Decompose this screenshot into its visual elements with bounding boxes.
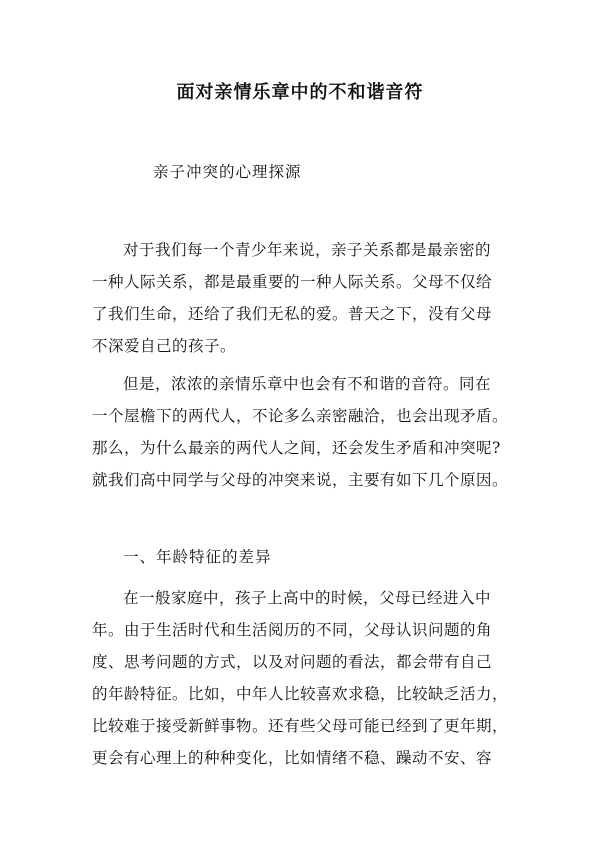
paragraph-1	[92, 234, 522, 362]
paragraph-1-line-4: 不深爱自己的孩子。	[92, 337, 237, 355]
paragraph-1-line-2: 一种人际关系，都是最重要的一种人际关系。父母不仅给	[92, 273, 493, 291]
paragraph-3-line-1: 在一般家庭中，孩子上高中的时候，父母已经进入中	[123, 589, 492, 607]
paragraph-1-line-3: 了我们生命，还给了我们无私的爱。普天之下，没有父母	[92, 305, 493, 323]
paragraph-3-line-4: 的年龄特征。比如，中年人比较喜欢求稳，比较缺乏活力，	[92, 685, 509, 703]
paragraph-2-line-4: 就我们高中同学与父母的冲突来说，主要有如下几个原因。	[92, 471, 509, 489]
document-title: 面对亲情乐章中的不和谐音符	[176, 82, 424, 103]
paragraph-3	[92, 582, 522, 774]
paragraph-3-line-2: 年。由于生活时代和生活阅历的不同，父母认识问题的角	[92, 621, 493, 639]
paragraph-2-line-3: 那么，为什么最亲的两代人之间，还会发生矛盾和冲突呢?	[92, 439, 501, 457]
paragraph-2-line-1: 但是，浓浓的亲情乐章中也会有不和谐的音符。同在	[123, 375, 492, 393]
document-subtitle: 亲子冲突的心理探源	[153, 163, 302, 181]
paragraph-3-line-3: 度、思考问题的方式，以及对问题的看法，都会带有自己	[92, 653, 493, 671]
paragraph-3-line-6: 更会有心理上的种种变化，比如情绪不稳、躁动不安、容	[92, 749, 493, 767]
paragraph-3-line-5: 比较难于接受新鲜事物。还有些父母可能已经到了更年期，	[92, 717, 509, 735]
paragraph-2	[92, 368, 522, 496]
paragraph-2-line-2: 一个屋檐下的两代人，不论多么亲密融洽，也会出现矛盾。	[92, 407, 509, 425]
paragraph-1-line-1: 对于我们每一个青少年来说，亲子关系都是最亲密的	[123, 241, 492, 259]
section-1-heading: 一、年龄特征的差异	[123, 548, 272, 566]
